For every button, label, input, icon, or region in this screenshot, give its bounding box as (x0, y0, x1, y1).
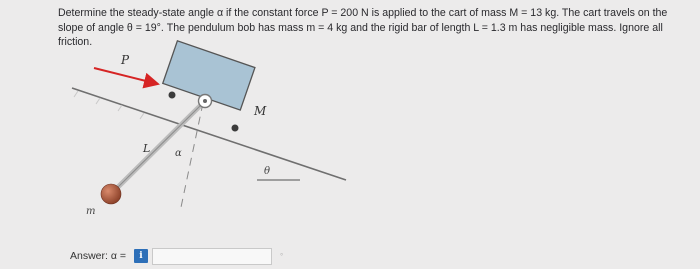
cart-mass-label: M (254, 104, 267, 118)
info-icon[interactable]: i (134, 249, 148, 263)
force-arrow (94, 68, 158, 84)
cart-wheel-front (169, 92, 176, 99)
problem-line-1: Determine the steady-state angle α if the constant force P = 200 N is applied to the cart of mass M = 13 kg. The cart travels on the (58, 7, 668, 19)
answer-input[interactable] (152, 248, 272, 265)
problem-line-2: slope of angle θ = 19°. The pendulum bob has mass m = 4 kg and the rigid bar of length L = 1.3 m has negligible mass. Ignore all friction. (58, 21, 663, 48)
pendulum-bar-edge (115, 103, 203, 190)
alpha-label: α (175, 148, 182, 159)
bob-mass-label: m (86, 206, 96, 217)
answer-row (70, 247, 283, 265)
bar-length-label: L (143, 142, 151, 155)
cart-wheel-rear (232, 125, 239, 132)
answer-label: Answer: α = (70, 250, 126, 262)
force-label: P (121, 53, 130, 67)
incline-hatching (74, 91, 144, 119)
pendulum-bob (101, 184, 121, 204)
theta-label: θ (264, 166, 271, 177)
pivot-pin (203, 99, 207, 103)
degree-unit-label: ° (279, 251, 284, 261)
